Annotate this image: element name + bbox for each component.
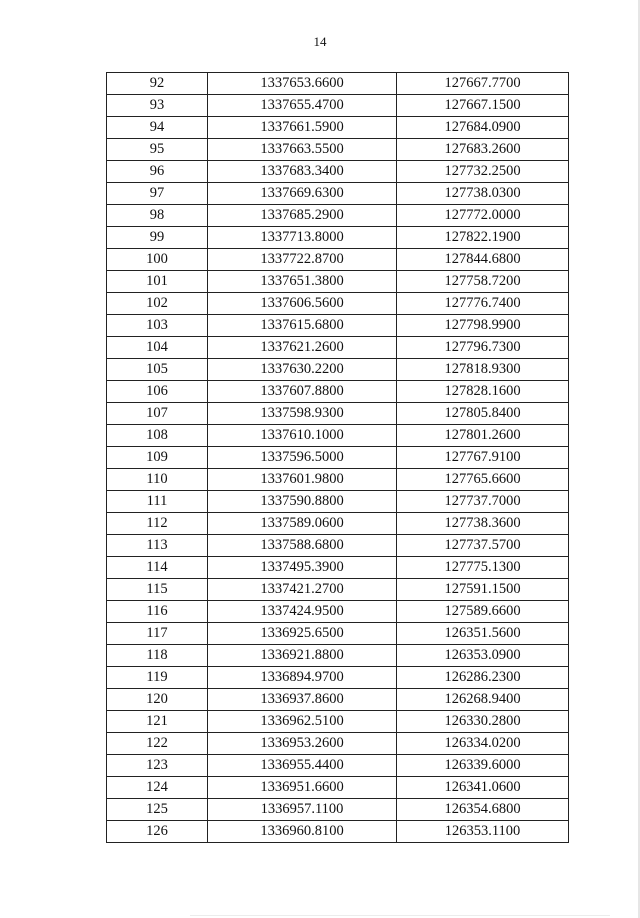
- x-coordinate-cell: 1336951.6600: [208, 777, 397, 799]
- x-coordinate-cell: 1337607.8800: [208, 381, 397, 403]
- point-number-cell: 108: [107, 425, 208, 447]
- y-coordinate-cell: 126286.2300: [397, 667, 569, 689]
- point-number-cell: 111: [107, 491, 208, 513]
- y-coordinate-cell: 127737.7000: [397, 491, 569, 513]
- point-number-cell: 94: [107, 117, 208, 139]
- table-row: [107, 623, 569, 645]
- y-coordinate-cell: 127591.1500: [397, 579, 569, 601]
- table-row: [107, 689, 569, 711]
- x-coordinate-cell: 1337655.4700: [208, 95, 397, 117]
- point-number-cell: 112: [107, 513, 208, 535]
- y-coordinate-cell: 127776.7400: [397, 293, 569, 315]
- table-row: [107, 755, 569, 777]
- table-row: [107, 139, 569, 161]
- y-coordinate-cell: 127844.6800: [397, 249, 569, 271]
- point-number-cell: 98: [107, 205, 208, 227]
- point-number-cell: 118: [107, 645, 208, 667]
- point-number-cell: 101: [107, 271, 208, 293]
- y-coordinate-cell: 126353.1100: [397, 821, 569, 843]
- x-coordinate-cell: 1336953.2600: [208, 733, 397, 755]
- x-coordinate-cell: 1336960.8100: [208, 821, 397, 843]
- point-number-cell: 104: [107, 337, 208, 359]
- table-row: [107, 359, 569, 381]
- point-number-cell: 109: [107, 447, 208, 469]
- table-row: [107, 183, 569, 205]
- y-coordinate-cell: 126341.0600: [397, 777, 569, 799]
- point-number-cell: 124: [107, 777, 208, 799]
- scan-bottom-line: [190, 915, 610, 916]
- y-coordinate-cell: 127758.7200: [397, 271, 569, 293]
- table-row: [107, 73, 569, 95]
- table-row: [107, 205, 569, 227]
- table-row: [107, 799, 569, 821]
- x-coordinate-cell: 1336925.6500: [208, 623, 397, 645]
- table-row: [107, 293, 569, 315]
- y-coordinate-cell: 126354.6800: [397, 799, 569, 821]
- point-number-cell: 114: [107, 557, 208, 579]
- y-coordinate-cell: 127798.9900: [397, 315, 569, 337]
- point-number-cell: 105: [107, 359, 208, 381]
- x-coordinate-cell: 1337610.1000: [208, 425, 397, 447]
- x-coordinate-cell: 1337651.3800: [208, 271, 397, 293]
- y-coordinate-cell: 127732.2500: [397, 161, 569, 183]
- table-row: [107, 821, 569, 843]
- table-row: [107, 535, 569, 557]
- x-coordinate-cell: 1337424.9500: [208, 601, 397, 623]
- point-number-cell: 92: [107, 73, 208, 95]
- y-coordinate-cell: 127828.1600: [397, 381, 569, 403]
- y-coordinate-cell: 127737.5700: [397, 535, 569, 557]
- point-number-cell: 100: [107, 249, 208, 271]
- table-row: [107, 469, 569, 491]
- table-row: [107, 777, 569, 799]
- point-number-cell: 117: [107, 623, 208, 645]
- table-row: [107, 601, 569, 623]
- x-coordinate-cell: 1336921.8800: [208, 645, 397, 667]
- y-coordinate-cell: 126351.5600: [397, 623, 569, 645]
- x-coordinate-cell: 1337615.6800: [208, 315, 397, 337]
- point-number-cell: 122: [107, 733, 208, 755]
- table-row: [107, 425, 569, 447]
- y-coordinate-cell: 126334.0200: [397, 733, 569, 755]
- table-row: [107, 95, 569, 117]
- x-coordinate-cell: 1337601.9800: [208, 469, 397, 491]
- x-coordinate-cell: 1337661.5900: [208, 117, 397, 139]
- table-row: [107, 271, 569, 293]
- y-coordinate-cell: 127765.6600: [397, 469, 569, 491]
- x-coordinate-cell: 1337606.5600: [208, 293, 397, 315]
- point-number-cell: 115: [107, 579, 208, 601]
- point-number-cell: 97: [107, 183, 208, 205]
- table-row: [107, 161, 569, 183]
- x-coordinate-cell: 1337713.8000: [208, 227, 397, 249]
- x-coordinate-cell: 1336957.1100: [208, 799, 397, 821]
- x-coordinate-cell: 1336962.5100: [208, 711, 397, 733]
- table-row: [107, 579, 569, 601]
- table-row: [107, 117, 569, 139]
- table-row: [107, 403, 569, 425]
- x-coordinate-cell: 1337495.3900: [208, 557, 397, 579]
- point-number-cell: 107: [107, 403, 208, 425]
- y-coordinate-cell: 127775.1300: [397, 557, 569, 579]
- x-coordinate-cell: 1337653.6600: [208, 73, 397, 95]
- y-coordinate-cell: 126339.6000: [397, 755, 569, 777]
- y-coordinate-cell: 127767.9100: [397, 447, 569, 469]
- x-coordinate-cell: 1337590.8800: [208, 491, 397, 513]
- table-row: [107, 513, 569, 535]
- x-coordinate-cell: 1337630.2200: [208, 359, 397, 381]
- point-number-cell: 106: [107, 381, 208, 403]
- x-coordinate-cell: 1337596.5000: [208, 447, 397, 469]
- point-number-cell: 121: [107, 711, 208, 733]
- point-number-cell: 99: [107, 227, 208, 249]
- point-number-cell: 96: [107, 161, 208, 183]
- x-coordinate-cell: 1337598.9300: [208, 403, 397, 425]
- table-row: [107, 381, 569, 403]
- y-coordinate-cell: 127683.2600: [397, 139, 569, 161]
- point-number-cell: 113: [107, 535, 208, 557]
- y-coordinate-cell: 127667.1500: [397, 95, 569, 117]
- point-number-cell: 110: [107, 469, 208, 491]
- point-number-cell: 125: [107, 799, 208, 821]
- point-number-cell: 126: [107, 821, 208, 843]
- y-coordinate-cell: 127667.7700: [397, 73, 569, 95]
- y-coordinate-cell: 127772.0000: [397, 205, 569, 227]
- table-row: [107, 557, 569, 579]
- y-coordinate-cell: 126353.0900: [397, 645, 569, 667]
- y-coordinate-cell: 126330.2800: [397, 711, 569, 733]
- table-row: [107, 249, 569, 271]
- y-coordinate-cell: 127822.1900: [397, 227, 569, 249]
- y-coordinate-cell: 127796.7300: [397, 337, 569, 359]
- y-coordinate-cell: 127801.2600: [397, 425, 569, 447]
- y-coordinate-cell: 127805.8400: [397, 403, 569, 425]
- point-number-cell: 93: [107, 95, 208, 117]
- point-number-cell: 116: [107, 601, 208, 623]
- x-coordinate-cell: 1337669.6300: [208, 183, 397, 205]
- point-number-cell: 119: [107, 667, 208, 689]
- y-coordinate-cell: 127589.6600: [397, 601, 569, 623]
- table-row: [107, 315, 569, 337]
- table-row: [107, 227, 569, 249]
- x-coordinate-cell: 1336937.8600: [208, 689, 397, 711]
- x-coordinate-cell: 1336894.9700: [208, 667, 397, 689]
- table-row: [107, 667, 569, 689]
- point-number-cell: 102: [107, 293, 208, 315]
- x-coordinate-cell: 1337683.3400: [208, 161, 397, 183]
- table-row: [107, 447, 569, 469]
- y-coordinate-cell: 127738.3600: [397, 513, 569, 535]
- table-row: [107, 711, 569, 733]
- x-coordinate-cell: 1337589.0600: [208, 513, 397, 535]
- x-coordinate-cell: 1337588.6800: [208, 535, 397, 557]
- table-row: [107, 337, 569, 359]
- point-number-cell: 123: [107, 755, 208, 777]
- point-number-cell: 103: [107, 315, 208, 337]
- point-number-cell: 95: [107, 139, 208, 161]
- coordinates-table: [106, 72, 569, 843]
- x-coordinate-cell: 1337421.2700: [208, 579, 397, 601]
- table-row: [107, 491, 569, 513]
- point-number-cell: 120: [107, 689, 208, 711]
- y-coordinate-cell: 127684.0900: [397, 117, 569, 139]
- x-coordinate-cell: 1337621.2600: [208, 337, 397, 359]
- x-coordinate-cell: 1337685.2900: [208, 205, 397, 227]
- y-coordinate-cell: 126268.9400: [397, 689, 569, 711]
- coordinates-table-body: [107, 73, 569, 843]
- x-coordinate-cell: 1337663.5500: [208, 139, 397, 161]
- x-coordinate-cell: 1337722.8700: [208, 249, 397, 271]
- y-coordinate-cell: 127738.0300: [397, 183, 569, 205]
- table-row: [107, 733, 569, 755]
- y-coordinate-cell: 127818.9300: [397, 359, 569, 381]
- x-coordinate-cell: 1336955.4400: [208, 755, 397, 777]
- table-row: [107, 645, 569, 667]
- page-number: 14: [313, 34, 327, 49]
